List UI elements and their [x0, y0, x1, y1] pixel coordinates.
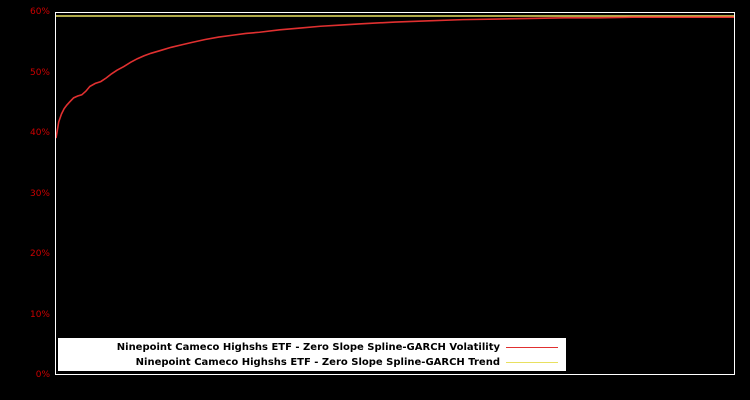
y-axis-labels: [0, 0, 50, 400]
y-axis-tick-20: 20%: [29, 249, 50, 259]
legend-swatch-volatility: [506, 347, 558, 348]
legend-swatch-trend: [506, 362, 558, 363]
plot-area: [55, 12, 735, 375]
series-group: [56, 16, 734, 138]
chart-legend: [57, 337, 567, 372]
y-axis-tick-30: 30%: [29, 188, 50, 199]
legend-label-trend: Ninepoint Cameco Highshs ETF - Zero Slope Spline-GARCH Trend: [135, 357, 500, 368]
plot-svg: [56, 13, 734, 374]
legend-entry-trend: [58, 355, 566, 370]
y-axis-tick-60: 60%: [29, 7, 50, 17]
y-axis-tick-40: 40%: [29, 128, 50, 138]
legend-entry-volatility: [58, 340, 566, 355]
y-axis-tick-10: 10%: [29, 309, 50, 320]
series-line-volatility: [56, 17, 734, 138]
y-axis-tick-50: 50%: [29, 67, 50, 78]
y-axis-tick-0: 0%: [35, 370, 50, 380]
legend-label-volatility: Ninepoint Cameco Highshs ETF - Zero Slope Spline-GARCH Volatility: [116, 342, 500, 353]
